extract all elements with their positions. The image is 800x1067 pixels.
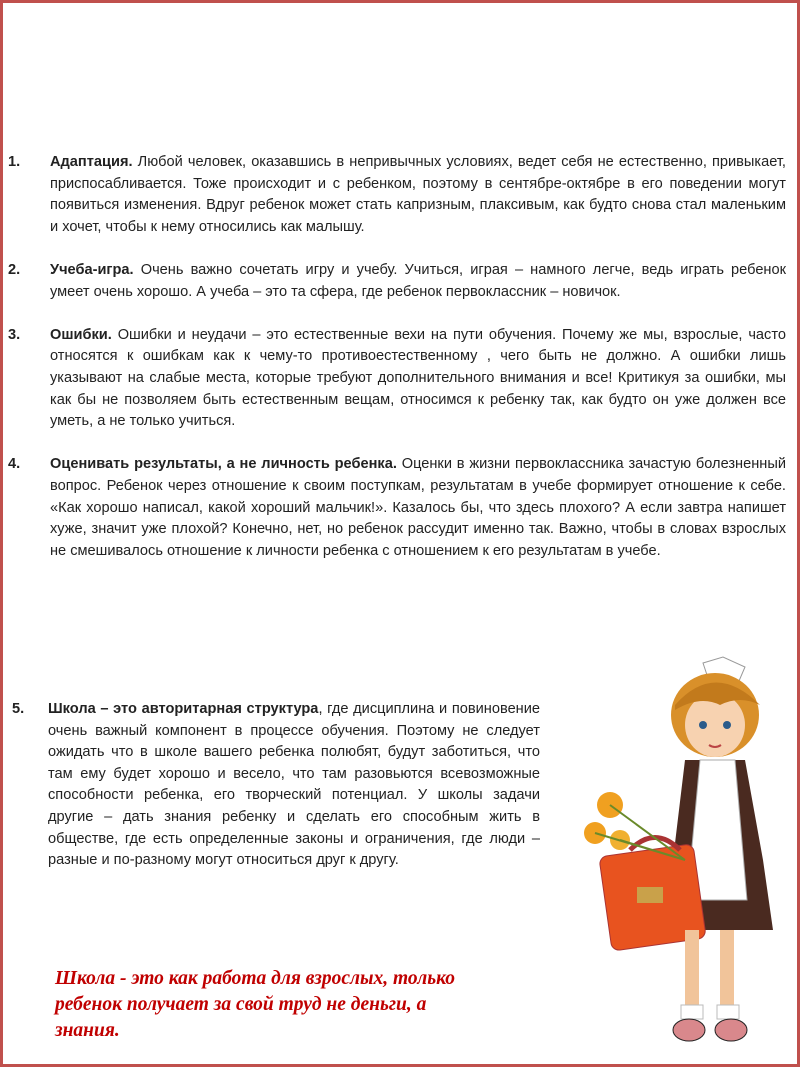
list-item	[8, 152, 786, 238]
item-title: Оценивать результаты, а не личность ребенка.	[50, 456, 397, 473]
list-item	[8, 454, 786, 562]
item-number: 2.	[8, 261, 21, 278]
list-item	[8, 325, 786, 433]
item-title: Адаптация.	[50, 154, 133, 170]
item-text: Ошибки и неудачи – это естественные вехи на пути обучения. Почему же мы, взрослые, часто относятся к ошибкам как к чему-то противоестественному , чего быть не должно. А ошибки лишь указывают на слабые места, которые требуют дополнительного внимания и все! Критикуя за ошибки, мы как бы не позволяем быть естественным вещам, относимся к ребенку так, как будто он уже должен все уметь, а не только учиться.	[50, 326, 786, 430]
tips-list	[8, 152, 786, 584]
list-item	[8, 260, 786, 303]
item-text: , где дисциплина и повиновение очень важный компонент в процессе обучения. Поэтому не следует ожидать что в школе вашего ребенка полюбят, будут заботиться, что там ему будет хорошо и весело, что там разовьются всевозможные способности ребенка, его творческий потенциал. У школы задачи другие – дать знания ребенку и сделать его способным жить в обществе, где есть определенные законы и ограничения, где люди – разные и по-разному могут относиться друг к другу.	[48, 701, 541, 869]
quote-text: Школа - это как работа для взрослых, только ребенок получает за свой труд не деньги, а знания.	[55, 968, 455, 1041]
item-number: 5.	[12, 701, 25, 717]
item-number: 3.	[8, 326, 21, 343]
item-text: Оценки в жизни первоклассника зачастую болезненный вопрос. Ребенок через отношение к своим поступкам, результатам в учебе формирует отношение к себе. «Как хорошо написал, какой хороший мальчик!». Казалось бы, что здесь плохого? А если завтра напишет хуже, значит уже плохой? Конечно, нет, но ребенок рассудит именно так. Важно, чтобы в словах взрослых не смешивалось отношение к личности ребенка с отношением к его результатам в учебе.	[50, 456, 786, 559]
item-text: Любой человек, оказавшись в непривычных условиях, ведет себя не естественно, привыкает, приспосабливается. Тоже происходит и с ребенком, поэтому в сентябре-октябре в его поведении могут появиться изменения. Вдруг ребенок может стать капризным, плаксивым, как будто снова стал маленьким и хочет, чтобы к нему относились как малышу.	[50, 154, 786, 235]
item-number: 4.	[8, 456, 21, 473]
item-text: Очень важно сочетать игру и учебу. Учиться, играя – намного легче, ведь играть ребенок умеет очень хорошо. А учеба – это та сфера, где ребенок первоклассник – новичок.	[50, 261, 786, 300]
item-number: 1.	[8, 154, 21, 170]
item-title: Учеба-игра.	[50, 261, 134, 278]
item-title: Школа – это авторитарная структура	[48, 701, 319, 717]
schoolgirl-illustration	[575, 655, 775, 1050]
list-item	[12, 699, 540, 872]
item-title: Ошибки.	[50, 326, 112, 343]
